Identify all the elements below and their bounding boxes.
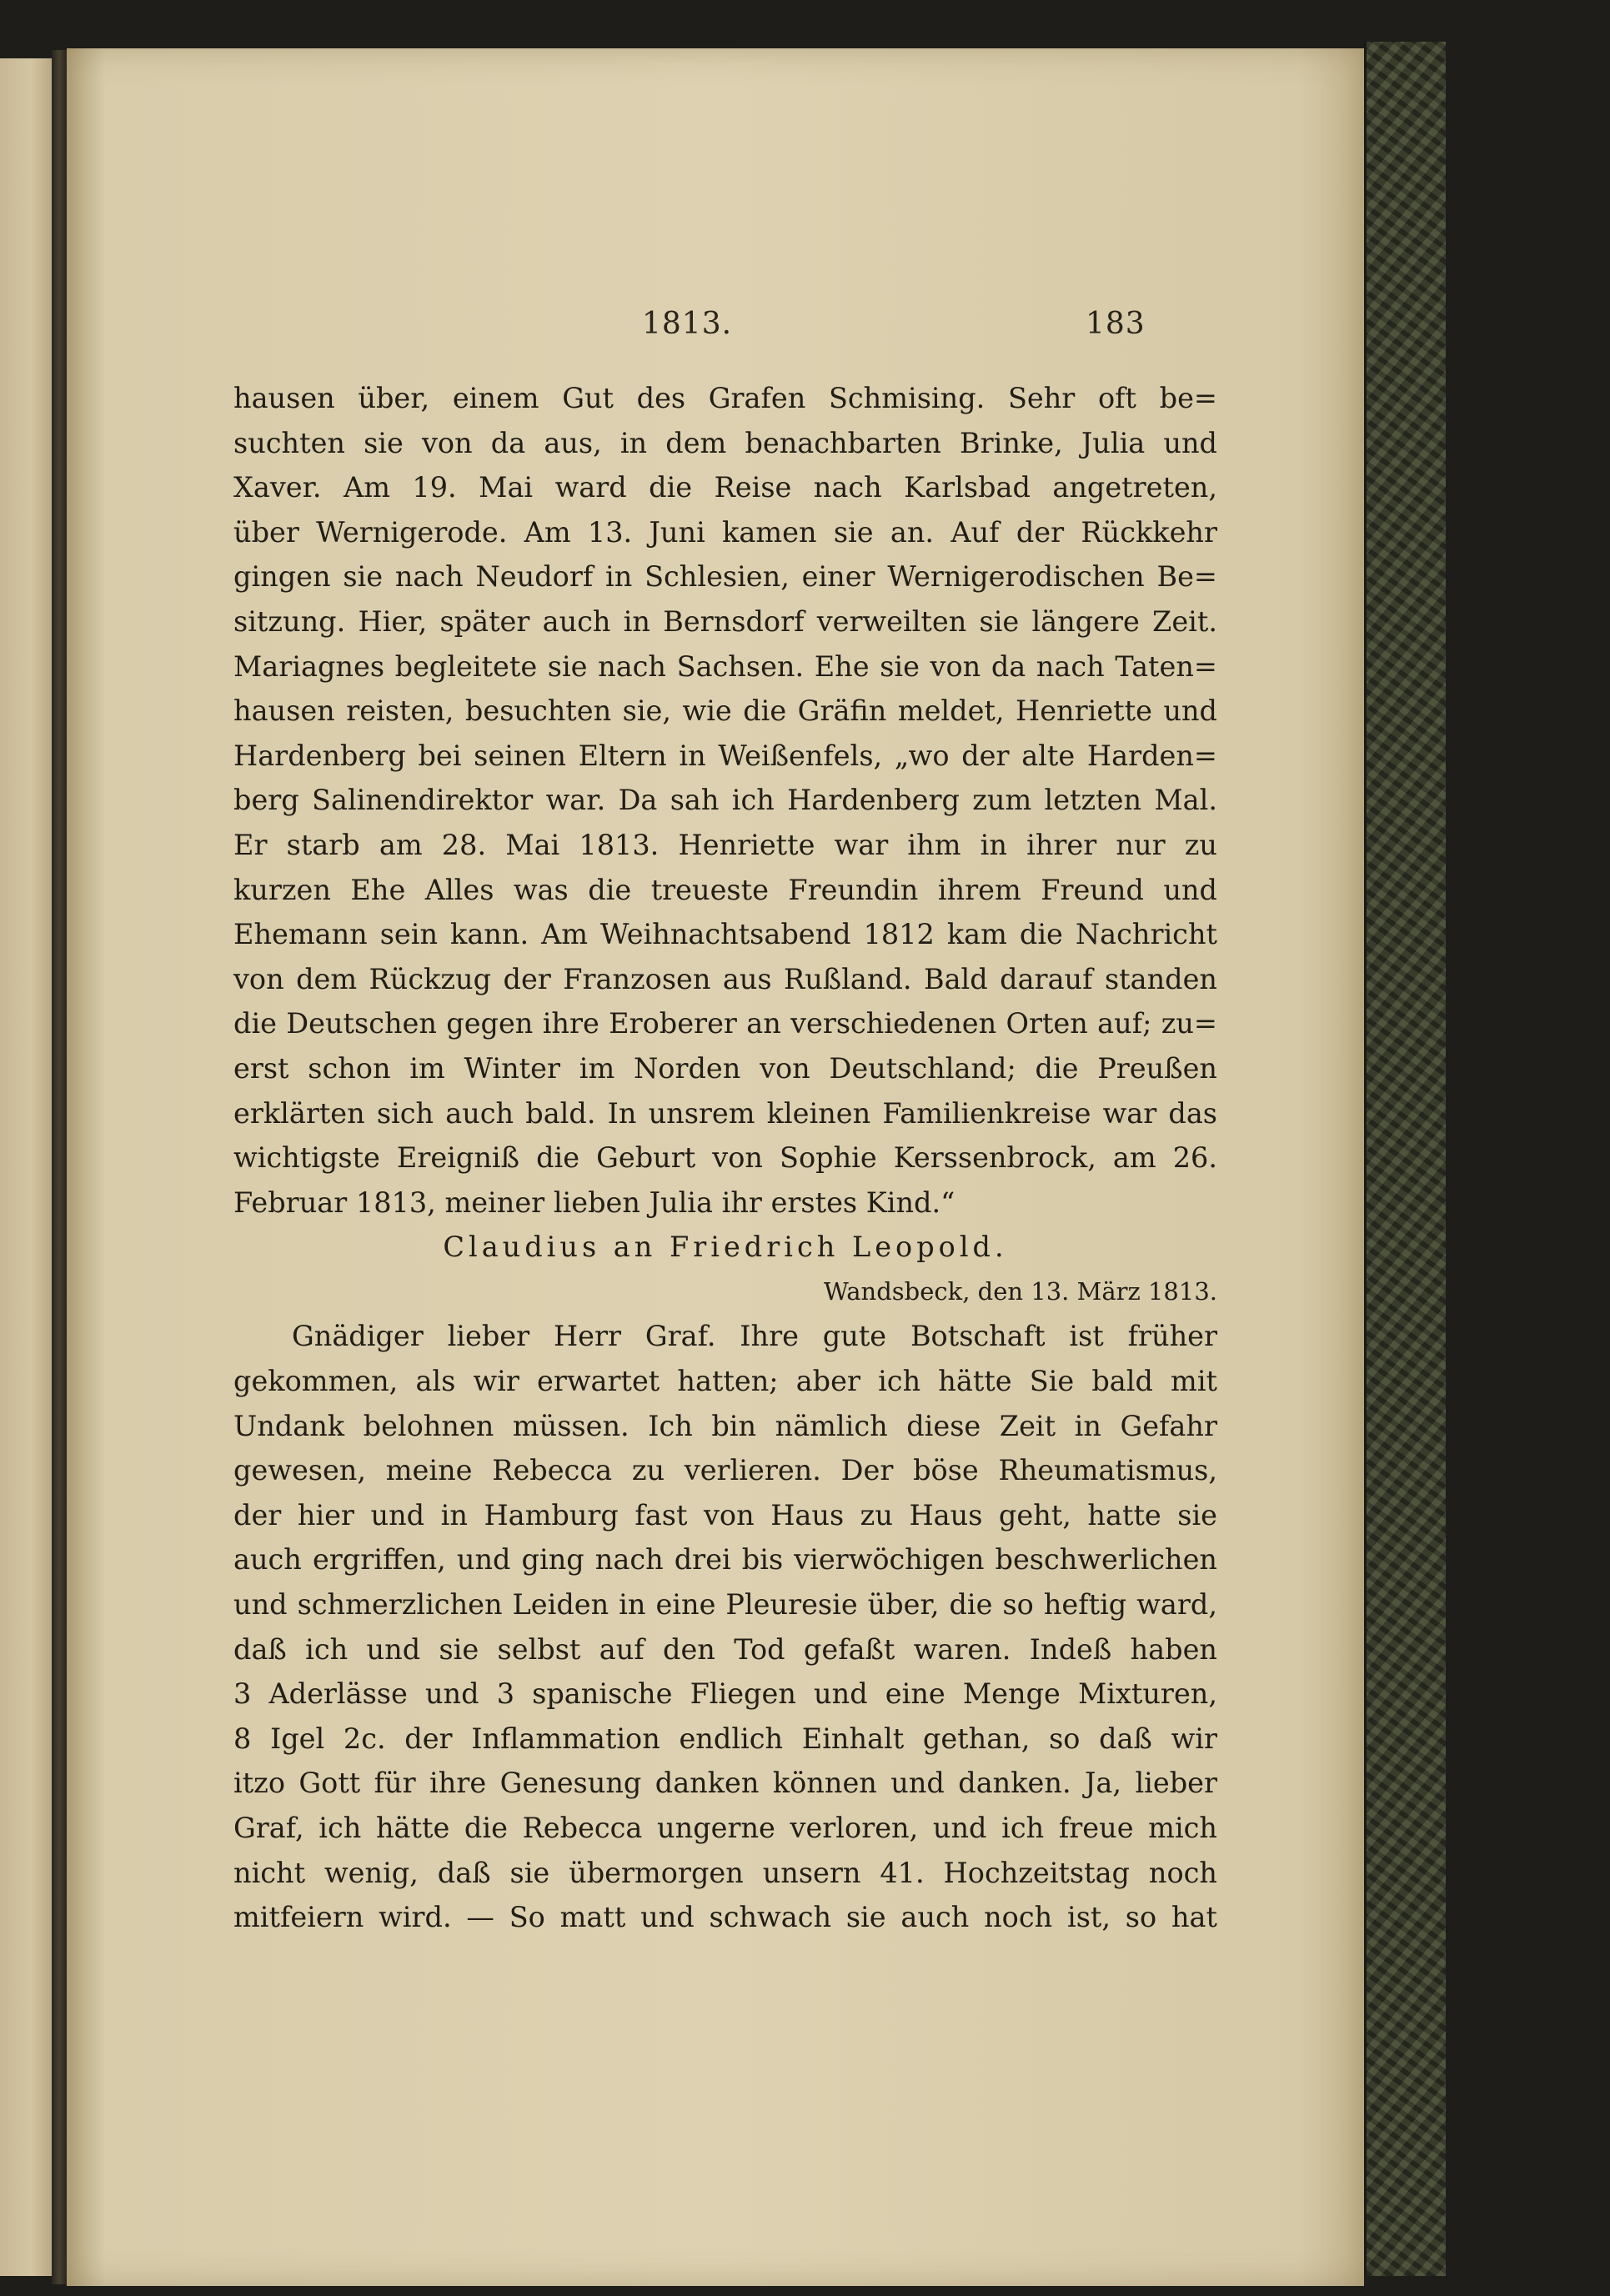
text-line: suchten sie von da aus, in dem benachbarten Brinke, Julia und [233, 426, 1217, 459]
text-line: Xaver. Am 19. Mai ward die Reise nach Karlsbad angetreten, [233, 471, 1217, 504]
letter-line: 3 Aderlässe und 3 spanische Fliegen und eine Menge Mixturen, [233, 1677, 1217, 1711]
text-line: Mariagnes begleitete sie nach Sachsen. Ehe sie von da nach Taten= [233, 649, 1217, 683]
letter-line: daß ich und sie selbst auf den Tod gefaßt waren. Indeß haben [233, 1632, 1217, 1666]
text-line: über Wernigerode. Am 13. Juni kamen sie an. Auf der Rückkehr [233, 515, 1217, 549]
text-line: erklärten sich auch bald. In unsrem kleinen Familienkreise war das [233, 1096, 1217, 1130]
letter-line: auch ergriffen, und ging nach drei bis vierwöchigen beschwerlichen [233, 1543, 1217, 1577]
page-number: 183 [1086, 307, 1146, 341]
left-page-edge [0, 58, 52, 2276]
letter-line: gewesen, meine Rebecca zu verlieren. Der böse Rheumatismus, [233, 1454, 1217, 1487]
page-header [67, 298, 1364, 348]
marbled-cover-board [1364, 42, 1446, 2276]
book-page [67, 48, 1364, 2286]
text-line: Er starb am 28. Mai 1813. Henriette war ihm in ihrer nur zu [233, 828, 1217, 861]
text-line: Hardenberg bei seinen Eltern in Weißenfels, „wo der alte Harden= [233, 739, 1217, 772]
letter-line: der hier und in Hamburg fast von Haus zu Haus geht, hatte sie [233, 1498, 1217, 1532]
text-line: Februar 1813, meiner lieben Julia ihr erstes Kind.“ [233, 1186, 955, 1219]
letter-line: nicht wenig, daß sie übermorgen unsern 41. Hochzeitstag noch [233, 1856, 1217, 1889]
letter-line: Graf, ich hätte die Rebecca ungerne verloren, und ich freue mich [233, 1812, 1217, 1844]
running-head: 1813. [642, 307, 733, 341]
letter-line: itzo Gott für ihre Genesung danken können und danken. Ja, lieber [233, 1767, 1217, 1800]
text-line: berg Salinendirektor war. Da sah ich Hardenberg zum letzten Mal. [233, 784, 1217, 817]
book-gutter [52, 50, 67, 2284]
text-line: sitzung. Hier, später auch in Bernsdorf verweilten sie längere Zeit. [233, 604, 1217, 638]
text-line: hausen über, einem Gut des Grafen Schmising. Sehr oft be= [233, 382, 1217, 414]
text-line: kurzen Ehe Alles was die treueste Freundin ihrem Freund und [233, 873, 1217, 906]
text-line: von dem Rückzug der Franzosen aus Rußland. Bald darauf standen [233, 962, 1217, 995]
text-line: erst schon im Winter im Norden von Deutschland; die Preußen [233, 1051, 1217, 1085]
letter-line: 8 Igel 2c. der Inflammation endlich Einhalt gethan, so daß wir [233, 1722, 1217, 1755]
letter-heading: Claudius an Friedrich Leopold. [443, 1231, 1008, 1264]
letter-line: Gnädiger lieber Herr Graf. Ihre gute Botschaft ist früher [292, 1320, 1217, 1353]
letter-line: Undank belohnen müssen. Ich bin nämlich diese Zeit in Gefahr [233, 1409, 1217, 1442]
letter-line: und schmerzlichen Leiden in eine Pleuresie über, die so heftig ward, [233, 1588, 1217, 1622]
text-line: hausen reisten, besuchten sie, wie die Gräfin meldet, Henriette und [233, 694, 1217, 728]
page-body [233, 376, 1217, 1940]
text-line: Ehemann sein kann. Am Weihnachtsabend 1812 kam die Nachricht [233, 918, 1217, 951]
text-line: wichtigste Ereigniß die Geburt von Sophie Kerssenbrock, am 26. [233, 1141, 1217, 1175]
letter-line: mitfeiern wird. — So matt und schwach sie auch noch ist, so hat [233, 1901, 1217, 1934]
text-line: gingen sie nach Neudorf in Schlesien, einer Wernigerodischen Be= [233, 560, 1217, 594]
letter-dateline: Wandsbeck, den 13. März 1813. [823, 1276, 1217, 1306]
letter-line: gekommen, als wir erwartet hatten; aber ich hätte Sie bald mit [233, 1365, 1217, 1398]
text-line: die Deutschen gegen ihre Eroberer an verschiedenen Orten auf; zu= [233, 1007, 1217, 1040]
